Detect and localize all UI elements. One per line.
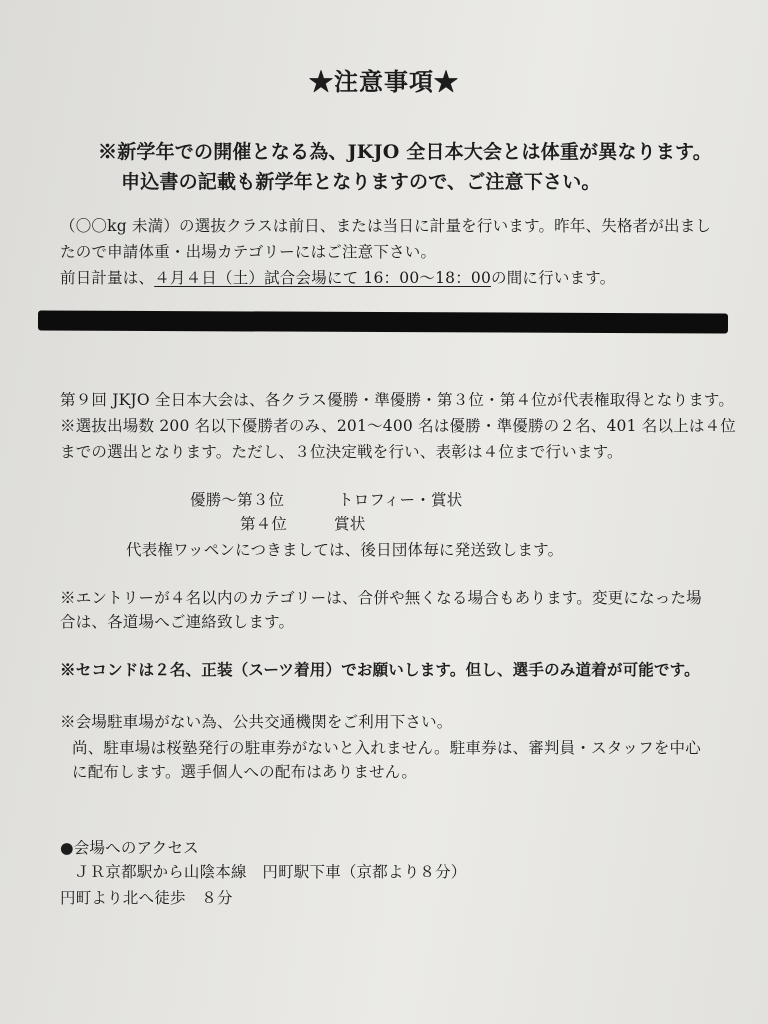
- access-line-1: ＪＲ京都駅から山陰本線 円町駅下車（京都より８分）: [74, 863, 467, 881]
- representation-line-3: までの選出となります。ただし、３位決定戦を行い、表彰は４位まで行います。: [60, 443, 623, 461]
- award-prize-1: トロフィー・賞状: [338, 491, 463, 509]
- entry-line-2: 合は、各道場へご連絡致します。: [60, 613, 295, 631]
- page-title: ★注意事項★: [309, 67, 459, 96]
- representation-line-1: 第９回 JKJO 全日本大会は、各クラス優勝・準優勝・第３位・第４位が代表権取得となります。: [60, 391, 735, 409]
- weigh-in-line-1: （〇〇kg 未満）の選抜クラスは前日、または当日に計量を行います。昨年、失格者が出まし: [60, 217, 712, 235]
- notice-line-1: ※新学年での開催となる為、JKJO 全日本大会とは体重が異なります。: [98, 141, 712, 163]
- weigh-in-schedule: ４月４日（土）試合会場にて 16：00～18：00: [154, 269, 492, 287]
- award-rank-2: 第４位: [240, 515, 288, 533]
- entry-line-1: ※エントリーが４名以内のカテゴリーは、合併や無くなる場合もあります。変更になった場: [60, 589, 702, 607]
- redaction-bar: [38, 310, 728, 333]
- award-note: 代表権ワッペンにつきましては、後日団体毎に発送致します。: [126, 541, 564, 559]
- second-line-1: ※セコンドは２名、正装（スーツ着用）でお願いします。但し、選手のみ道着が可能です。: [60, 660, 700, 679]
- access-line-2: 円町より北へ徒歩 ８分: [60, 889, 233, 907]
- notice-line-2: 申込書の記載も新学年となりますので、ご注意下さい。: [121, 171, 601, 193]
- weigh-in-line-3: [60, 268, 615, 288]
- award-prize-2: 賞状: [334, 515, 366, 533]
- representation-line-2: ※選抜出場数 200 名以下優勝者のみ、201～400 名は優勝・準優勝の２名、401 名以上は４位: [60, 417, 736, 435]
- weigh-in-suffix: の間に行います。: [491, 269, 616, 287]
- parking-line-1: ※会場駐車場がない為、公共交通機関をご利用下さい。: [60, 713, 453, 731]
- access-heading: ●会場へのアクセス: [60, 839, 199, 857]
- weigh-in-prefix: 前日計量は、: [60, 269, 155, 287]
- parking-line-3: に配布します。選手個人への配布はありません。: [72, 763, 418, 781]
- award-rank-1: 優勝～第３位: [190, 491, 285, 509]
- weigh-in-line-2: たので申請体重・出場カテゴリーにはご注意下さい。: [60, 243, 437, 261]
- parking-line-2: 尚、駐車場は桜塾発行の駐車券がないと入れません。駐車券は、審判員・スタッフを中心: [72, 739, 701, 757]
